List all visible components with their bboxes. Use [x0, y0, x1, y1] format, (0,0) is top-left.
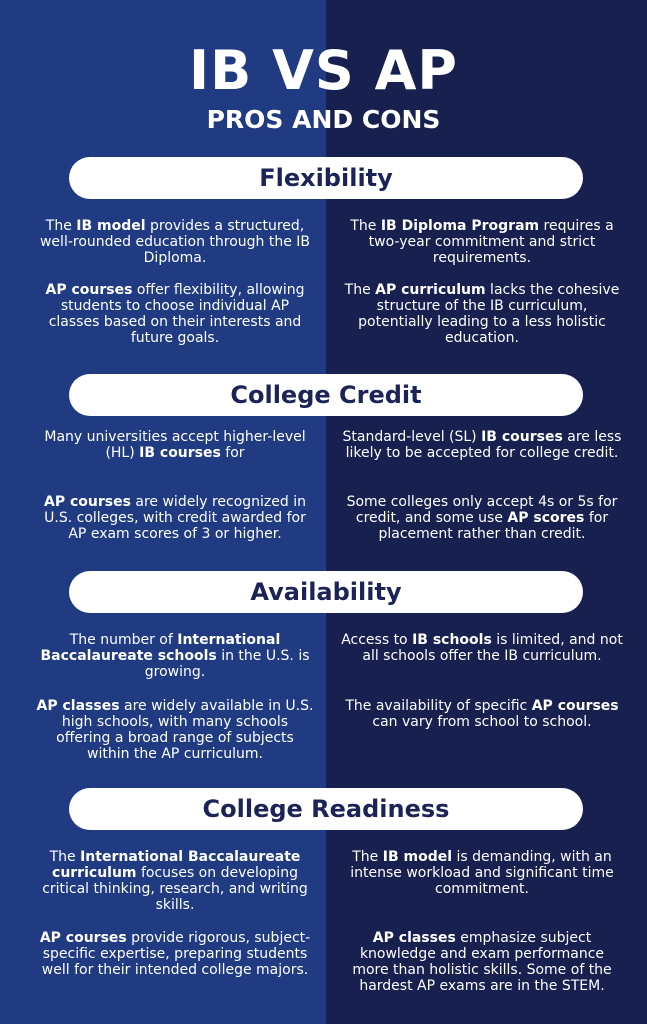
- flexibility-pro-2: AP courses offer flexibility, allowing students to choose individual AP classes based on their interests and future goals.: [45, 282, 305, 346]
- section-heading-flexibility: Flexibility: [69, 157, 583, 199]
- page-subtitle: PROS AND CONS: [206, 105, 441, 134]
- availability-con-2: The availability of specific AP courses can vary from school to school.: [345, 698, 619, 730]
- college-readiness-pro-2: AP courses provide rigorous, subject-specific expertise, preparing students well for their intended college majors.: [39, 930, 311, 978]
- availability-pro-2: AP classes are widely available in U.S. high schools, with many schools offering a broad range of subjects within the AP curriculum.: [36, 698, 314, 762]
- section-heading-college-credit: College Credit: [69, 374, 583, 416]
- college-readiness-pro-1: The International Baccalaureate curriculum focuses on developing critical thinking, research, and writing skills.: [42, 849, 308, 913]
- availability-pro-1: The number of International Baccalaureate schools in the U.S. is growing.: [40, 632, 310, 680]
- college-credit-con-2: Some colleges only accept 4s or 5s for credit, and some use AP scores for placement rather than credit.: [346, 494, 618, 542]
- section-heading-college-readiness: College Readiness: [69, 788, 583, 830]
- flexibility-con-1: The IB Diploma Program requires a two-year commitment and strict requirements.: [350, 218, 614, 266]
- page-title: IB VS AP: [189, 39, 458, 102]
- college-readiness-con-1: The IB model is demanding, with an intense workload and significant time commitment.: [350, 849, 614, 897]
- college-credit-pro-2: AP courses are widely recognized in U.S. colleges, with credit awarded for AP exam scores of 3 or higher.: [44, 494, 306, 542]
- flexibility-pro-1: The IB model provides a structured, well-rounded education through the IB Diploma.: [39, 218, 311, 266]
- college-credit-pro-1: Many universities accept higher-level (HL) IB courses for: [44, 429, 306, 461]
- availability-con-1: Access to IB schools is limited, and not all schools offer the IB curriculum.: [341, 632, 623, 664]
- section-heading-availability: Availability: [69, 571, 583, 613]
- college-credit-con-1: Standard-level (SL) IB courses are less likely to be accepted for college credit.: [342, 429, 622, 461]
- flexibility-con-2: The AP curriculum lacks the cohesive structure of the IB curriculum, potentially leading to a less holistic education.: [344, 282, 620, 346]
- college-readiness-con-2: AP classes emphasize subject knowledge and exam performance more than holistic skills. Some of the hardest AP exams are in the STEM.: [352, 930, 612, 994]
